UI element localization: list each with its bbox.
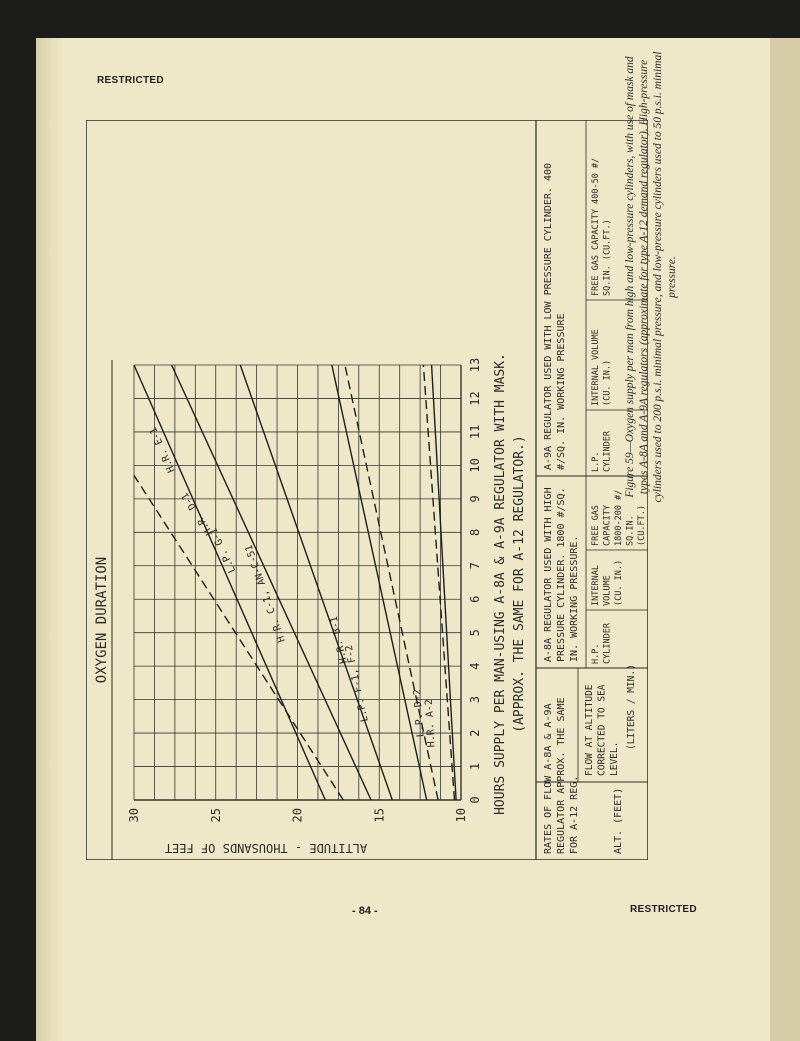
- table-head-text: (CU. IN.): [614, 559, 624, 606]
- table-head-text: IN. WORKING PRESSURE.: [569, 535, 580, 662]
- x-tick-label: 12: [468, 391, 482, 406]
- y-tick-label: 15: [372, 808, 387, 823]
- x-tick-label: 7: [468, 562, 482, 570]
- x-axis-label-line1: HOURS SUPPLY PER MAN-USING A-8A & A-9A REGULATOR WITH MASK.: [493, 353, 508, 815]
- table-head-text: (CU.FT.): [637, 505, 647, 546]
- x-tick-label: 10: [468, 458, 482, 473]
- y-tick-label: 25: [208, 808, 223, 823]
- series-label: L.P. G-1: [208, 525, 239, 575]
- x-tick-label: 13: [468, 357, 482, 373]
- table-head-text: FOR A-12 REG.: [569, 775, 580, 854]
- figure-frame: [86, 120, 648, 860]
- table-head-text: SQ.IN.: [625, 515, 636, 546]
- x-tick-label: 2: [468, 729, 482, 737]
- table-head-text: LEVEL.: [609, 741, 620, 776]
- table-head-text: INTERNAL VOLUME: [591, 329, 601, 406]
- table-head-text: A-9A REGULATOR USED WITH LOW PRESSURE CYLINDER. 400: [543, 162, 554, 470]
- table-head-text: #/SQ. IN. WORKING PRESSURE: [556, 313, 567, 470]
- table-head-text: CAPACITY: [602, 505, 613, 546]
- facing-page-edge: [770, 38, 800, 1041]
- table-head-text: REGULATOR APPROX. THE SAME: [556, 697, 567, 854]
- table-head-text: RATES OF FLOW A-8A & A-9A: [543, 703, 554, 854]
- table-head-text: 1800-200 #/: [614, 489, 624, 546]
- table-head-text: PRESSURE CYLINDER. 1800 #/SQ.: [556, 487, 567, 662]
- oxygen-duration-figure: [86, 120, 648, 860]
- table-head-text: A-8A REGULATOR USED WITH HIGH: [543, 487, 554, 662]
- x-axis-label-line2: (APPROX. THE SAME FOR A-12 REGULATOR.): [512, 435, 527, 733]
- y-tick-label: 10: [454, 808, 468, 823]
- page-number: - 84 -: [352, 905, 378, 917]
- rotated-figure: [86, 120, 648, 860]
- plot-area: [127, 358, 482, 823]
- series-line: [134, 365, 325, 800]
- table-head-text: CYLINDER: [602, 431, 613, 472]
- series-line: [172, 365, 371, 800]
- x-tick-label: 1: [468, 762, 482, 771]
- y-tick-label: 30: [127, 808, 141, 823]
- figure-caption: Figure 59—Oxygen supply per man from high and low-pressure cylinders, with use of mask and types A-8A and A-9A regulators (approximate for type A-12 demand regulator). High-pressure cylinders used to 200 p.s.i. minimal pressure, and low-pressure cylinders used to 50 p.s.i. minimal pressure.: [624, 51, 678, 503]
- series-label: H.R. C-1, AN-C-51: [243, 543, 288, 644]
- series-label: L.P. F-1, F-2: [343, 643, 371, 723]
- table-head-text: CORRECTED TO SEA: [596, 684, 608, 776]
- alt-head: ALT. (FEET): [613, 787, 624, 854]
- x-tick-label: 4: [468, 662, 482, 670]
- table-head-text: FREE GAS: [591, 505, 601, 546]
- table-head-text: FREE GAS CAPACITY 400-50 #/: [591, 157, 601, 296]
- table-head-text: INTERNAL: [591, 565, 601, 606]
- y-tick-label: 20: [290, 808, 305, 823]
- x-tick-label: 6: [468, 595, 482, 603]
- restricted-header: RESTRICTED: [97, 75, 164, 86]
- x-tick-label: 3: [468, 695, 482, 704]
- table-head-text: (CU. IN.): [602, 359, 613, 406]
- x-axis-label-group: [493, 353, 527, 815]
- table-head-text: FLOW AT ALTITUDE: [584, 684, 595, 776]
- x-tick-label: 11: [468, 424, 482, 440]
- table-head-text: SQ.IN. (CU.FT.): [602, 219, 613, 296]
- table-head-text: H.P.: [591, 643, 601, 664]
- x-tick-label: 5: [468, 629, 482, 637]
- x-tick-label: 8: [468, 528, 482, 536]
- x-tick-label: 9: [468, 495, 482, 503]
- restricted-footer: RESTRICTED: [630, 904, 697, 915]
- series-line: [134, 475, 343, 800]
- series-label: H.R. B-1: [328, 615, 350, 665]
- caption-anchor: [624, 51, 678, 503]
- chart-title: OXYGEN DURATION: [94, 556, 110, 684]
- table-head-text: VOLUME: [602, 575, 613, 606]
- flow-unit: (LITERS / MIN.): [626, 664, 637, 750]
- series-label: L.P. D-2: [412, 688, 427, 738]
- x-tick-label: 0: [468, 796, 482, 804]
- series-label: H.R. A-2: [423, 698, 438, 748]
- table-head-text: CYLINDER: [602, 623, 613, 664]
- page-spine: [36, 38, 66, 1041]
- series-label: H.R. D-1: [179, 490, 215, 537]
- series-label: H.R. E-1: [148, 425, 178, 474]
- y-axis-label: ALTITUDE - THOUSANDS OF FEET: [164, 841, 368, 855]
- table-head-text: L.P.: [591, 451, 601, 472]
